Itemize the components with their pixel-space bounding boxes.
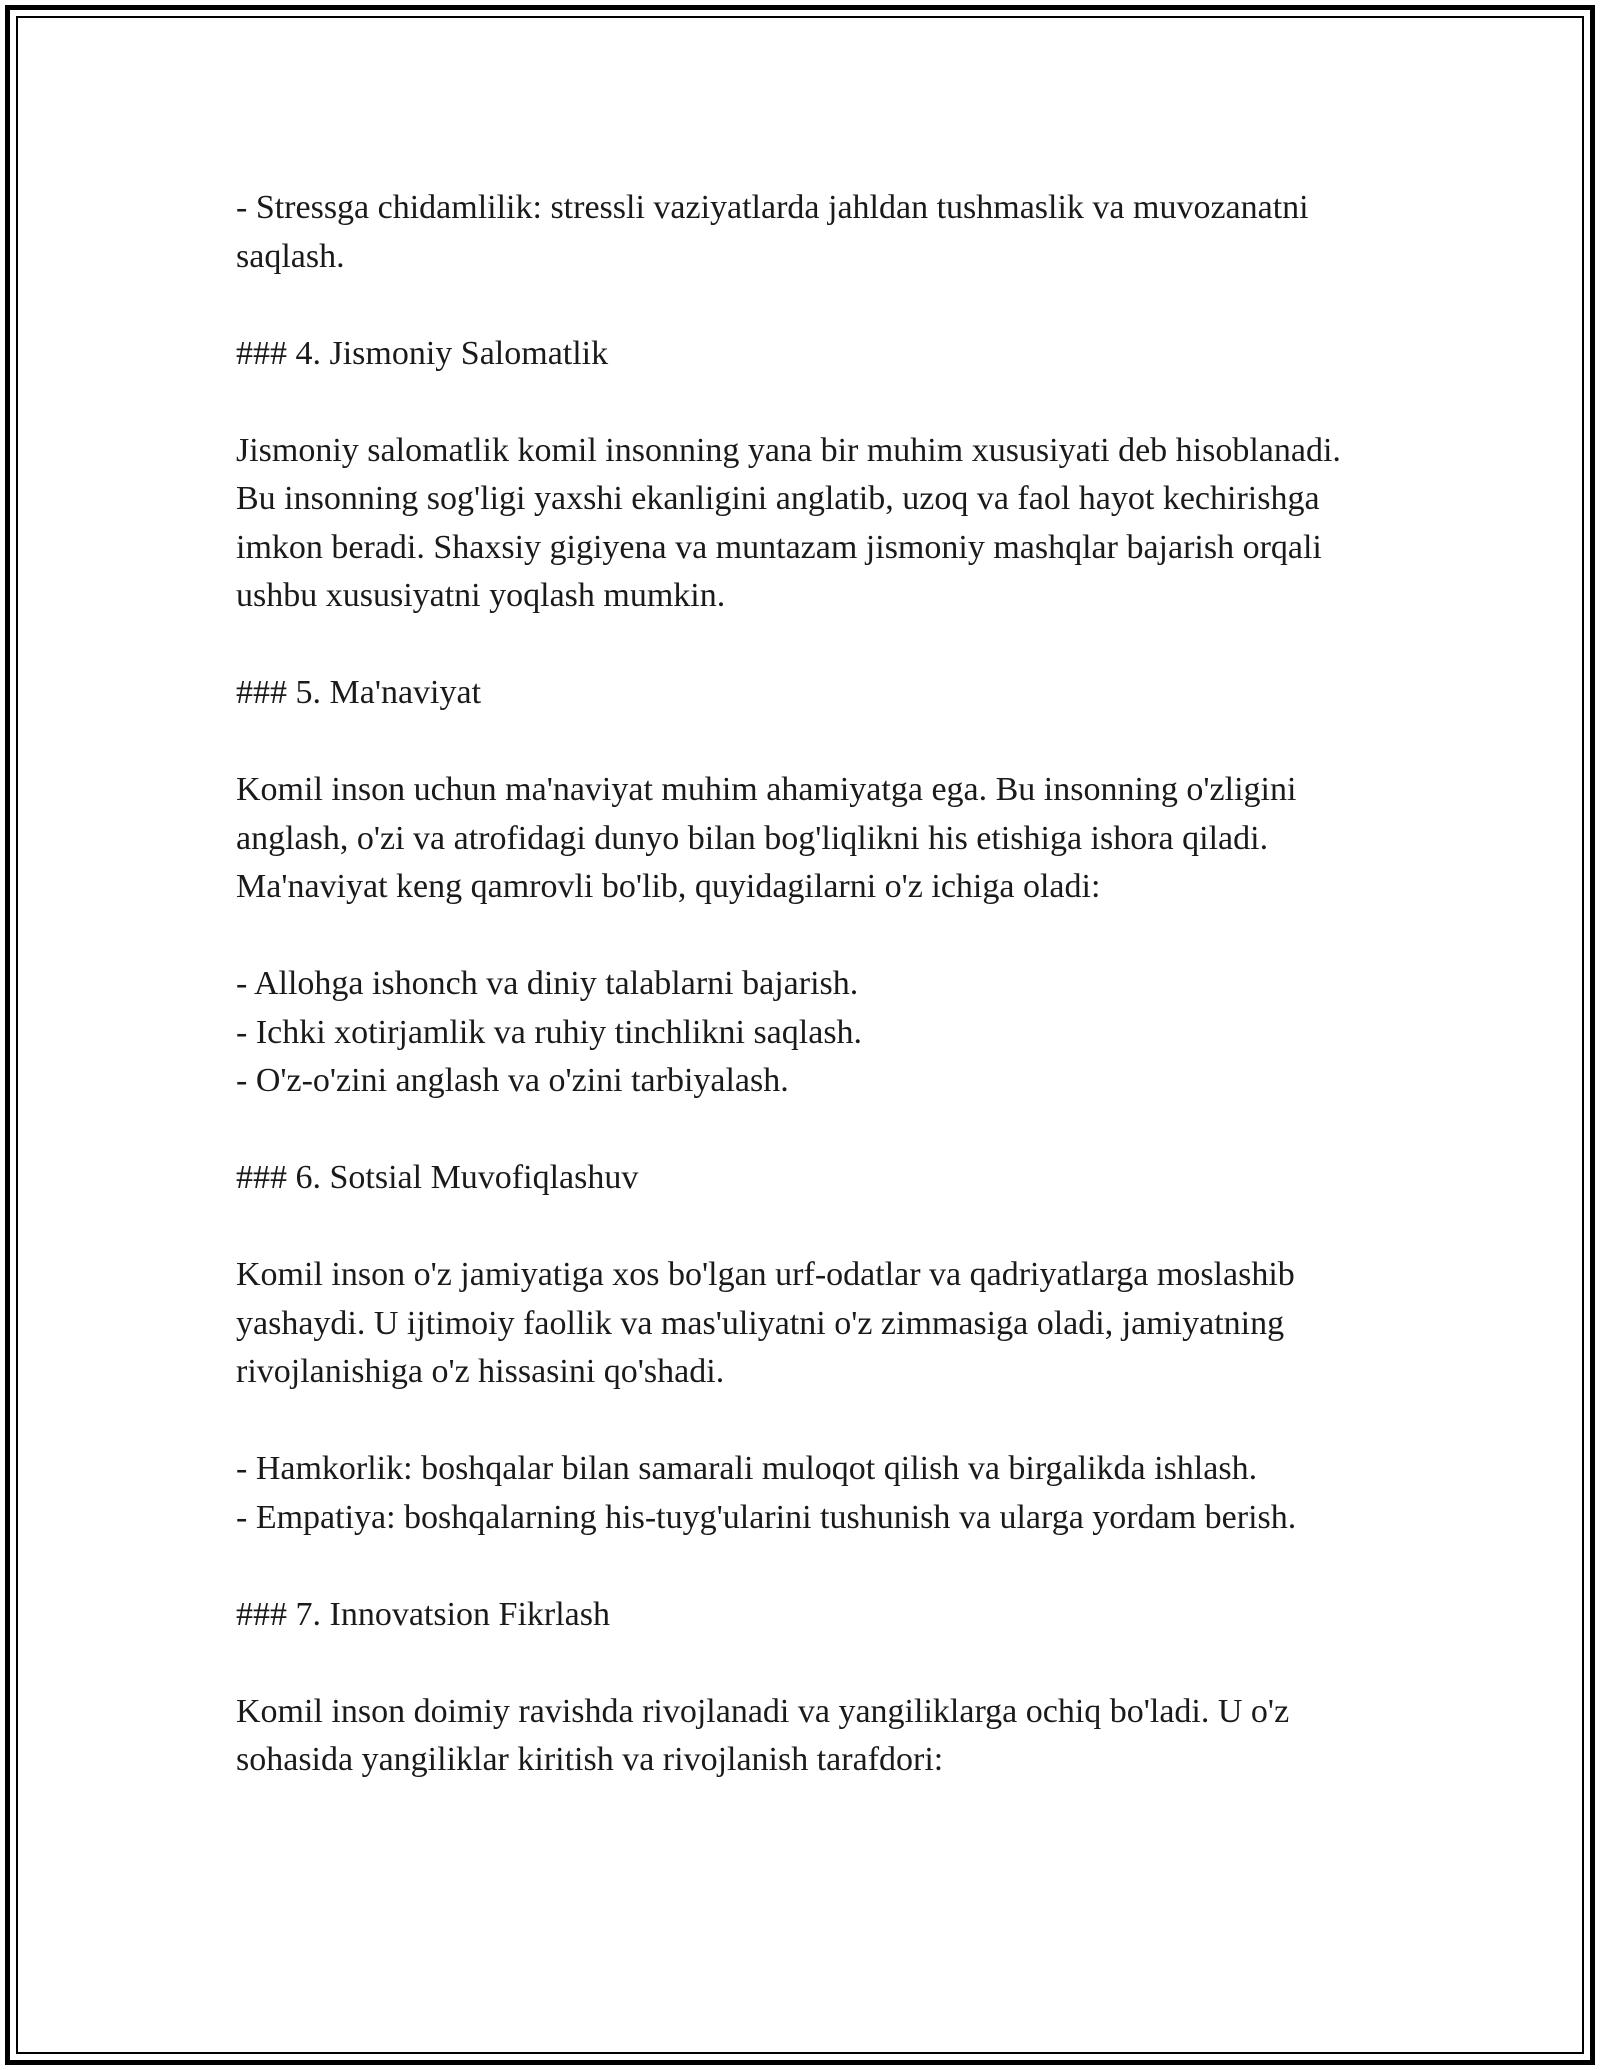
paragraph-sotsial-muvofiqlashuv: Komil inson o'z jamiyatiga xos bo'lgan urf-odatlar va qadriyatlarga moslashib yashaydi. U ijtimoiy faollik va mas'uliyatni o'z zimmasiga oladi, jamiyatning rivojlanishiga o'z hissasini qo'shadi. (236, 1256, 1295, 1390)
list-item: - Empatiya: boshqalarning his-tuyg'ularini tushunish va ularga yordam berish. (236, 1498, 1297, 1536)
list-item: - Allohga ishonch va diniy talablarni bajarish. (236, 965, 859, 1002)
paragraph-jismoniy-salomatlik: Jismoniy salomatlik komil insonning yana bir muhim xususiyati deb hisoblanadi. Bu insonning sog'ligi yaxshi ekanligini anglatib, uzoq va faol hayot kechirishga imkon beradi. Shaxsiy gigiyena va muntazam jismoniy mashqlar bajarish orqali ushbu xususiyatni yoqlash mumkin. (236, 431, 1341, 614)
heading-innovatsion-fikrlash: ### 7. Innovatsion Fikrlash (236, 1595, 610, 1633)
list-item: - Stressga chidamlilik: stressli vaziyatlarda jahldan tushmaslik va muvozanatni saqlash. (236, 189, 1309, 275)
paragraph-innovatsion-fikrlash: Komil inson doimiy ravishda rivojlanadi va yangiliklarga ochiq bo'ladi. U o'z sohasida yangiliklar kiritish va rivojlanish tarafdori: (236, 1692, 1290, 1778)
heading-manaviyat: ### 5. Ma'naviyat (236, 674, 482, 711)
list-item: - Ichki xotirjamlik va ruhiy tinchlikni saqlash. (236, 1013, 863, 1051)
list-item: - Hamkorlik: boshqalar bilan samarali muloqot qilish va birgalikda ishlash. (236, 1450, 1258, 1487)
document-body (236, 184, 1356, 1785)
stress-list (236, 184, 1356, 281)
heading-sotsial-muvofiqlashuv: ### 6. Sotsial Muvofiqlashuv (236, 1159, 639, 1196)
paragraph-manaviyat: Komil inson uchun ma'naviyat muhim ahamiyatga ega. Bu insonning o'zligini anglash, o'zi va atrofidagi dunyo bilan bog'liqlikni his etishiga ishora qiladi. Ma'naviyat keng qamrovli bo'lib, quyidagilarni o'z ichiga oladi: (236, 771, 1297, 905)
heading-jismoniy-salomatlik: ### 4. Jismoniy Salomatlik (236, 334, 609, 372)
list-item: - O'z-o'zini anglash va o'zini tarbiyalash. (236, 1062, 789, 1099)
manaviyat-list (236, 960, 1356, 1106)
sotsial-list (236, 1445, 1356, 1542)
